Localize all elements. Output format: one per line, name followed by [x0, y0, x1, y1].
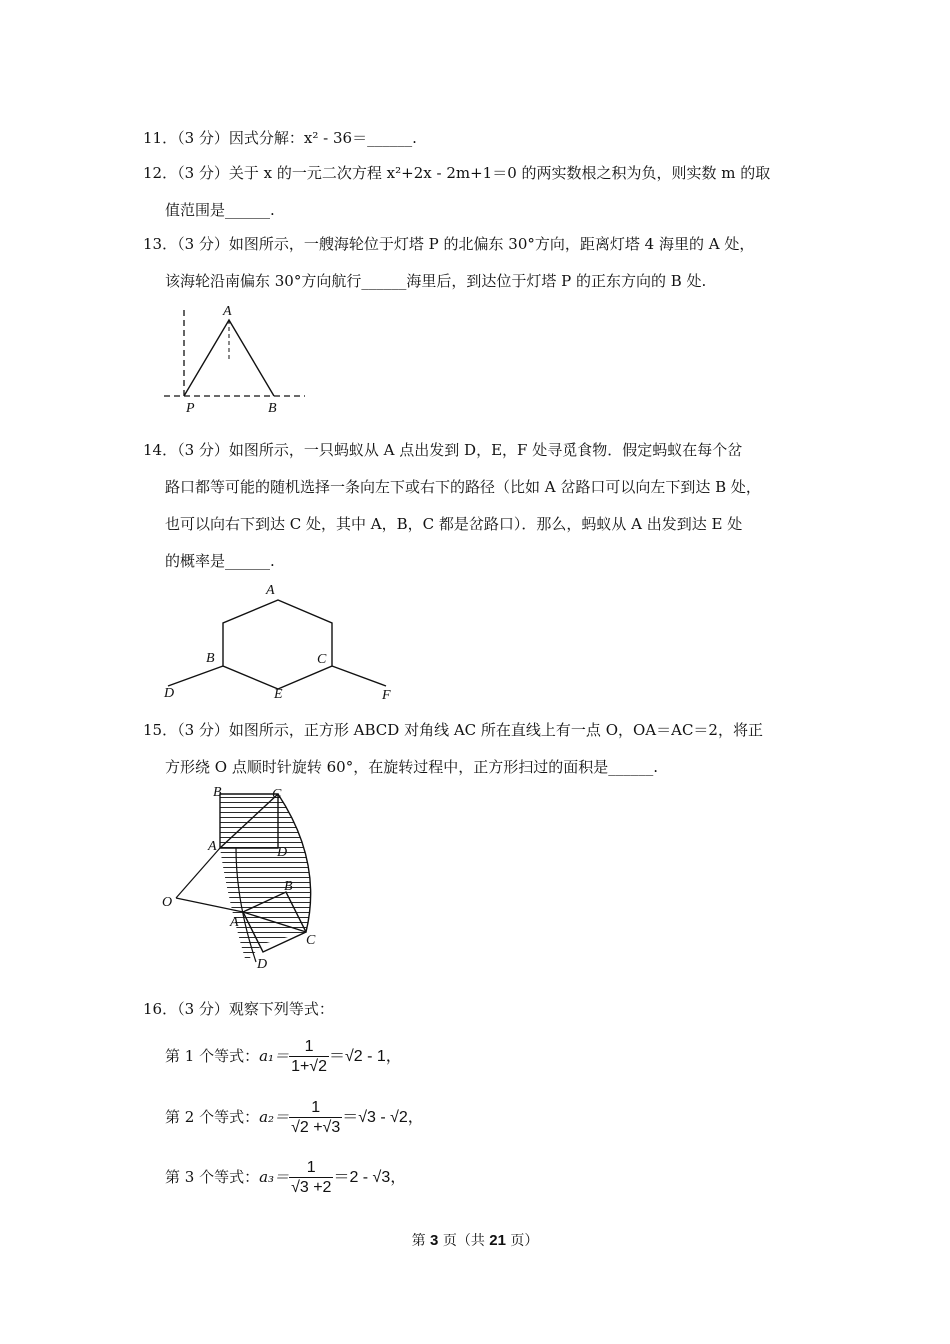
label-A1: A — [208, 839, 217, 854]
question-text: （3 分）观察下列等式： — [177, 1000, 334, 1018]
question-13 — [143, 234, 754, 254]
label-C2: C — [306, 933, 316, 948]
total-pages: 21 — [489, 1232, 506, 1249]
question-15 — [143, 720, 763, 740]
equation-2 — [165, 1097, 424, 1138]
question-number: 15． — [143, 721, 178, 739]
question-number: 11． — [143, 129, 178, 147]
equation-lhs: a₁＝ — [259, 1047, 290, 1065]
equation-prefix: 第 3 个等式： — [165, 1168, 260, 1186]
equation-prefix: 第 1 个等式： — [165, 1047, 260, 1065]
question-15-line2: 方形绕 O 点顺时针旋转 60°，在旋转过程中，正方形扫过的面积是______. — [165, 758, 658, 776]
label-C1: C — [272, 787, 282, 802]
label-E: E — [274, 687, 283, 702]
fraction — [289, 1099, 342, 1138]
question-text: （3 分）如图所示，正方形 ABCD 对角线 AC 所在直线上有一点 O，OA＝AC＝2，将正 — [177, 721, 763, 739]
label-A2: A — [230, 915, 239, 930]
ant-path-figure — [160, 578, 405, 703]
equation-1 — [165, 1036, 402, 1077]
question-number: 12． — [143, 164, 178, 182]
line-O-A1 — [176, 848, 220, 898]
page-footer — [0, 1230, 950, 1250]
path-C-F — [332, 666, 386, 686]
rotating-square-figure — [158, 782, 333, 974]
question-number: 14． — [143, 441, 178, 459]
question-number: 16． — [143, 1000, 178, 1018]
question-14-line2: 路口都等可能的随机选择一条向左下或右下的路径（比如 A 岔路口可以向左下到达 B 处， — [165, 478, 761, 496]
label-B2: B — [284, 879, 293, 894]
footer-mid: 页（共 — [438, 1233, 490, 1249]
equation-rhs: ＝2 - √3， — [333, 1169, 407, 1186]
label-O: O — [162, 895, 173, 910]
label-D: D — [164, 686, 175, 701]
label-B1: B — [213, 785, 222, 800]
lighthouse-figure — [160, 300, 310, 418]
label-A: A — [223, 304, 232, 319]
label-P: P — [186, 401, 195, 416]
label-C: C — [317, 652, 327, 667]
fraction — [289, 1159, 333, 1198]
equation-3 — [165, 1157, 406, 1198]
label-A: A — [266, 583, 275, 598]
footer-pre: 第 — [411, 1233, 431, 1249]
question-11 — [143, 128, 417, 148]
equation-lhs: a₂＝ — [259, 1108, 290, 1126]
equation-rhs: ＝√2 - 1， — [328, 1048, 402, 1065]
label-F: F — [382, 688, 391, 703]
fraction-numerator: 1 — [304, 1037, 314, 1055]
label-D1: D — [277, 845, 288, 860]
hexagon-paths — [223, 600, 332, 689]
question-text: （3 分）因式分解：x² - 36＝______. — [177, 129, 417, 147]
path-B-D — [168, 666, 223, 686]
question-14 — [143, 440, 742, 460]
fraction-denominator: 1+√2 — [291, 1057, 327, 1075]
fraction — [289, 1038, 329, 1077]
fraction-denominator: √3 +2 — [291, 1178, 332, 1196]
question-16 — [143, 999, 334, 1019]
label-D2: D — [257, 957, 268, 972]
footer-post: 页） — [505, 1233, 539, 1249]
question-14-line4: 的概率是______. — [165, 552, 275, 570]
label-B: B — [206, 651, 215, 666]
question-number: 13． — [143, 235, 178, 253]
page-number: 3 — [430, 1232, 439, 1249]
equation-rhs: ＝√3 - √2， — [342, 1109, 424, 1126]
question-text: （3 分）如图所示，一艘海轮位于灯塔 P 的北偏东 30°方向，距离灯塔 4 海里的 A 处， — [177, 235, 755, 253]
equation-prefix: 第 2 个等式： — [165, 1108, 260, 1126]
question-12 — [143, 163, 770, 183]
fraction-numerator: 1 — [311, 1098, 321, 1116]
question-13-line2: 该海轮沿南偏东 30°方向航行______海里后，到达位于灯塔 P 的正东方向的 B 处. — [165, 272, 707, 290]
question-text: （3 分）如图所示，一只蚂蚁从 A 点出发到 D，E，F 处寻觅食物．假定蚂蚁在每个岔 — [177, 441, 743, 459]
label-B: B — [268, 401, 277, 416]
equation-lhs: a₃＝ — [259, 1168, 290, 1186]
question-14-line3: 也可以向右下到达 C 处，其中 A，B，C 都是岔路口）．那么，蚂蚁从 A 出发到达 E 处 — [165, 515, 743, 533]
fraction-numerator: 1 — [306, 1158, 316, 1176]
question-text: （3 分）关于 x 的一元二次方程 x²+2x - 2m+1＝0 的两实数根之积为负，则实数 m 的取 — [177, 164, 771, 182]
question-12-line2: 值范围是______. — [165, 201, 275, 219]
fraction-denominator: √2 +√3 — [291, 1118, 341, 1136]
